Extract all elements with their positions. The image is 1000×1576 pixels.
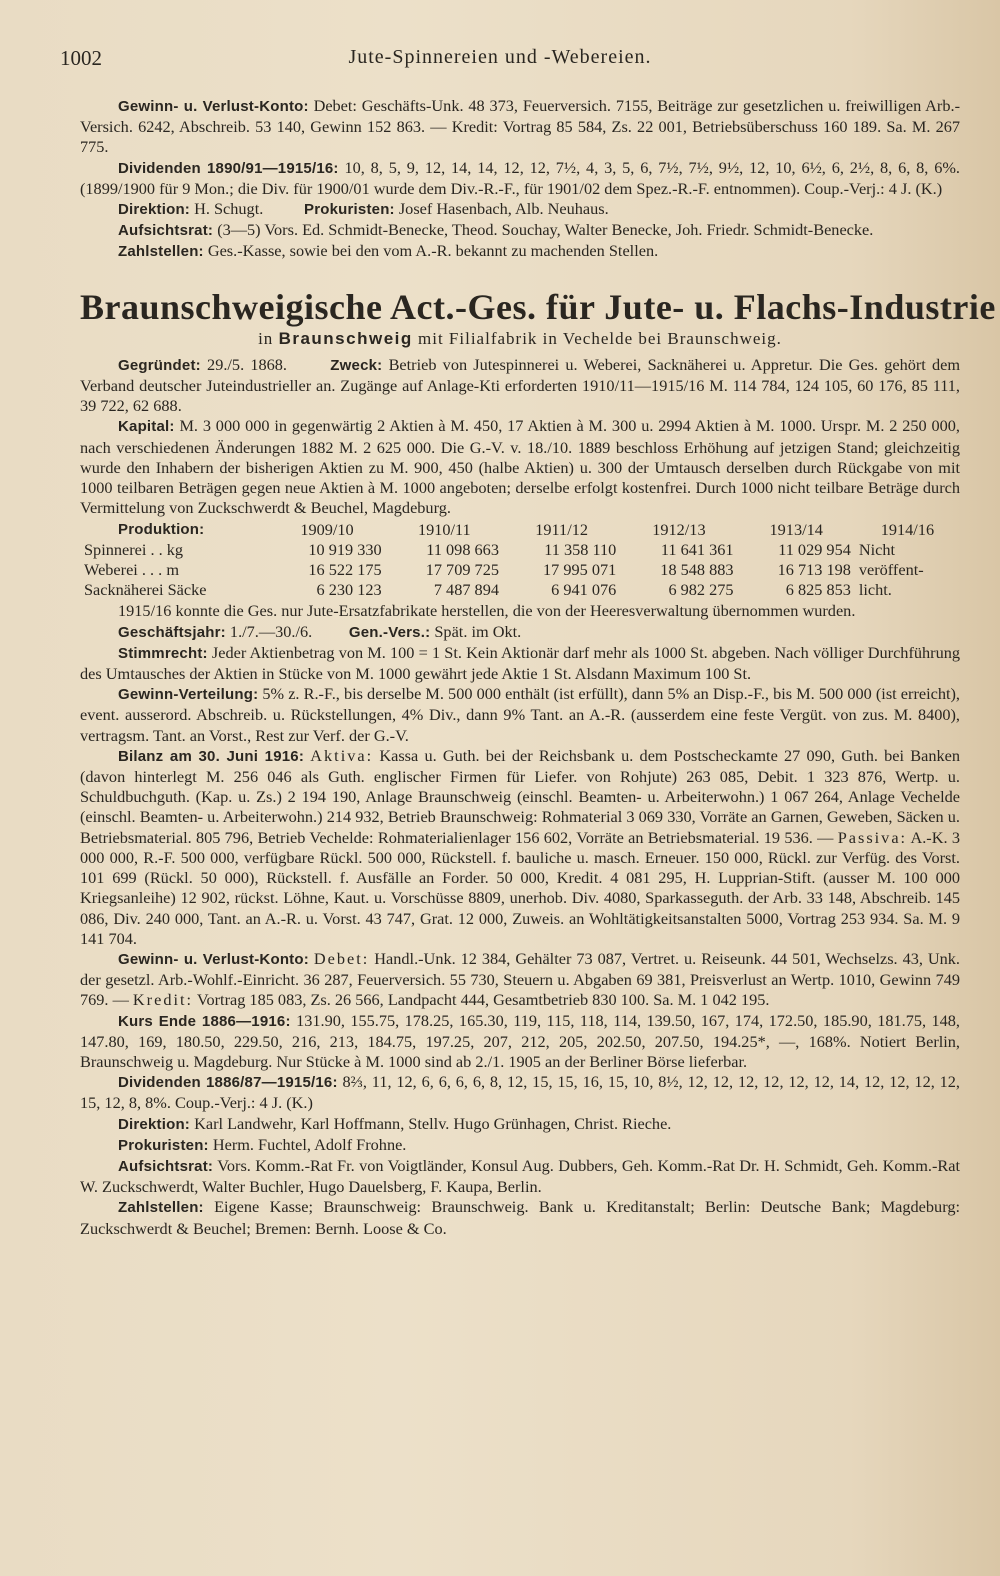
- gegruendet-paragraph: [80, 355, 960, 417]
- table-cell: Nicht: [858, 540, 896, 560]
- gegruendet-text: 29./5. 1868.: [207, 354, 287, 374]
- zweck-text: Betrieb von Jutespinnerei u. Weberei, Sacknäherei u. Appretur. Die Ges. gehört dem Verband deutscher Juteindustrieller an. Zugänge auf Anlage-Kti erforderten 1910/11—1915/16 M. 114 784, 124 105, 60 176, 85 111, 39 722, 62 688.: [80, 354, 961, 416]
- prev-zahlstellen-text: Ges.-Kasse, sowie bei den vom A.-R. bekannt zu machenden Stellen.: [207, 241, 659, 261]
- table-cell: 6 941 076: [551, 580, 617, 600]
- guv-kredit-text: Vortrag 185 083, Zs. 26 566, Landpacht 444, Gesamtbetrieb 830 100. Sa. M. 1 042 195.: [196, 990, 770, 1010]
- kapital-label: Kapital:: [118, 418, 175, 436]
- table-cell: 18 548 883: [660, 560, 734, 580]
- prev-dividends-text: 10, 8, 5, 9, 12, 14, 14, 12, 12, 7½, 4, 3, 5, 6, 7½, 7½, 9½, 12, 10, 6½, 6, 2½, 8, 6, 8, 6%. (1899/1900 für 9 Mon.; die Div. für 1900/01 wurde dem Div.-R.-F., für 1901/02 dem Spez.-R.-F. entnommen). Coup.-Verj.: 4 J. (K.): [80, 157, 960, 198]
- prev-aufsichtsrat-paragraph: [80, 220, 960, 241]
- kurs-paragraph: [80, 1011, 960, 1073]
- zahlstellen-text: Eigene Kasse; Braunschweig: Braunschweig. Bank u. Kreditanstalt; Berlin: Deutsche Bank; Magdeburg: Zuckschwerdt & Beuchel; Bremen: Bernh. Loose & Co.: [80, 1197, 960, 1238]
- prev-direktion-text: H. Schugt.: [194, 199, 264, 219]
- kurs-text: 131.90, 155.75, 178.25, 165.30, 119, 115, 118, 114, 139.50, 167, 174, 172.50, 185.90, 181.75, 148, 147.80, 169, 180.50, 229.50, 216, 213, 184.75, 197.25, 207, 212, 205, 202.50, 207.50, 194.25*, —, 168%. Notiert Berlin, Braunschweig u. Magdeburg. Nur Stücke à M. 1000 sind ab 2./1. 1905 an der Berliner Börse lieferbar.: [80, 1010, 960, 1071]
- table-row: [80, 540, 960, 560]
- row-label: Weberei . . . m: [84, 560, 179, 580]
- table-row: [80, 560, 960, 580]
- produktion-header-row: [80, 519, 960, 540]
- geschaeftsjahr-text: 1./7.—30./6.: [229, 621, 313, 641]
- prev-dividends-paragraph: [80, 158, 960, 199]
- row-label: Spinnerei . . kg: [84, 540, 184, 560]
- kapital-text: M. 3 000 000 in gegenwärtig 2 Aktien à M. 450, 17 Aktien à M. 300 u. 2994 Aktien à M. 1000. Urspr. M. 2 250 000, nach verschiedenen Änderungen 1882 M. 2 625 000. Die G.-V. v. 18./10. 1889 beschloss Erhöhung auf jetzigen Stand; gleichzeitig wurde den Inhabern der bisherigen Aktien zu M. 900, 450 (halbe Aktien) u. 300 der Umtausch derselben durch Rückgabe von mit 1000 teilbaren Beträgen gegen neue Aktien à M. 1000 angeboten; derselbe erfolgt kostenfrei. Durch 1000 nicht teilbare Beträge durch Vermittelung von Zuckschwerdt & Beuchel, Magdeburg.: [80, 416, 960, 518]
- table-cell: 6 230 123: [316, 580, 382, 600]
- gegruendet-label: Gegründet:: [118, 356, 201, 374]
- bilanz-passiva-label: Passiva:: [837, 827, 908, 847]
- dividends-text: 8⅔, 11, 12, 6, 6, 6, 6, 8, 12, 15, 15, 16, 15, 10, 8½, 12, 12, 12, 12, 12, 12, 14, 12, 12, 12, 12, 15, 12, 8, 8%. Coup.-Verj.: 4 J. (K.): [80, 1072, 960, 1113]
- table-cell: veröffent-: [858, 560, 924, 580]
- table-cell: 7 487 894: [433, 580, 499, 600]
- year-header: 1910/11: [417, 519, 471, 539]
- running-head: Jute-Spinnereien und -Webereien.: [348, 46, 652, 68]
- table-cell: 11 358 110: [544, 540, 617, 560]
- prev-zahlstellen-label: Zahlstellen:: [118, 243, 204, 261]
- genvers-label: Gen.-Vers.:: [348, 623, 431, 641]
- stimmrecht-label: Stimmrecht:: [118, 644, 208, 662]
- prev-prokuristen-label: Prokuristen:: [304, 201, 395, 219]
- produktion-note: 1915/16 konnte die Ges. nur Jute-Ersatzfabrikate herstellen, die von der Heeresverwaltung übernommen wurden.: [118, 601, 856, 621]
- guv-paragraph: [80, 949, 960, 1011]
- direktion-paragraph: [80, 1114, 960, 1135]
- dividends-label: Dividenden 1886/87—1915/16:: [118, 1074, 338, 1092]
- kapital-paragraph: [80, 416, 960, 518]
- prev-guv-paragraph: [80, 96, 960, 158]
- company-subtitle: [80, 329, 960, 349]
- produktion-label: Produktion:: [118, 521, 205, 539]
- guv-kredit-label: Kredit:: [132, 990, 194, 1010]
- page-header: [60, 46, 940, 76]
- subtitle-city: Braunschweig: [278, 328, 413, 348]
- geschaeftsjahr-paragraph: [80, 622, 960, 643]
- gewinnverteilung-label: Gewinn-Verteilung:: [118, 686, 259, 704]
- zahlstellen-label: Zahlstellen:: [118, 1199, 204, 1217]
- table-row: [80, 580, 960, 600]
- aufsichtsrat-label: Aufsichtsrat:: [118, 1157, 214, 1175]
- kurs-label: Kurs Ende 1886—1916:: [118, 1012, 291, 1030]
- prev-guv-label: Gewinn- u. Verlust-Konto:: [118, 98, 309, 115]
- year-header: 1913/14: [769, 519, 823, 539]
- direktion-label: Direktion:: [118, 1115, 191, 1133]
- zahlstellen-paragraph: [80, 1197, 960, 1238]
- table-cell: 11 641 361: [660, 540, 734, 560]
- bilanz-label: Bilanz am 30. Juni 1916:: [118, 747, 305, 765]
- prev-zahlstellen-paragraph: [80, 241, 960, 262]
- gewinnverteilung-paragraph: [80, 684, 960, 746]
- table-cell: 17 709 725: [425, 560, 499, 580]
- geschaeftsjahr-label: Geschäftsjahr:: [118, 623, 226, 641]
- genvers-text: Spät. im Okt.: [434, 621, 522, 641]
- aufsichtsrat-paragraph: [80, 1156, 960, 1197]
- page-number: 1002: [60, 46, 102, 70]
- year-header: 1911/12: [535, 519, 588, 539]
- stimmrecht-paragraph: [80, 643, 960, 684]
- prokuristen-label: Prokuristen:: [118, 1136, 209, 1154]
- dividends-paragraph: [80, 1072, 960, 1113]
- table-cell: 10 919 330: [308, 540, 382, 560]
- prev-prokuristen-text: Josef Hasenbach, Alb. Neuhaus.: [398, 199, 609, 219]
- row-label: Sacknäherei Säcke: [84, 580, 207, 600]
- subtitle-prefix: in: [258, 328, 274, 348]
- table-cell: 16 522 175: [308, 560, 382, 580]
- stimmrecht-text: Jeder Aktienbetrag von M. 100 = 1 St. Kein Aktionär darf mehr als 1000 St. abgeben. Nach völliger Durchführung des Umtausches der Aktien in Stücke von M. 1000 gewährt jede Aktie 1 St. Alsdann Maximum 100 St.: [80, 642, 960, 684]
- table-cell: 11 098 663: [426, 540, 499, 560]
- prev-aufsichtsrat-text: (3—5) Vors. Ed. Schmidt-Benecke, Theod. Souchay, Walter Benecke, Joh. Friedr. Schmidt-Benecke.: [217, 220, 874, 240]
- table-cell: 6 825 853: [785, 580, 851, 600]
- table-cell: 16 713 198: [777, 560, 851, 580]
- bilanz-paragraph: [80, 746, 960, 949]
- bilanz-aktiva-label: Aktiva:: [310, 745, 374, 765]
- page-body: [80, 96, 996, 1239]
- produktion-section: [80, 519, 960, 600]
- table-cell: licht.: [858, 580, 892, 600]
- produktion-table: [80, 519, 960, 600]
- year-header: 1909/10: [300, 519, 354, 539]
- bilanz-passiva-text: A.-K. 3 000 000, R.-F. 500 000, verfügbare Rückl. 500 000, Rückstell. f. bauliche u. masch. Erneuer. 150 000, Rückl. zur Verfüg. des Vorst. 101 699 (Rückl. 50 000), Rückstell. f. Ausfälle an Forder. 50 000, Kredit. 4 081 295, H. Lupprian-Stift. (ausser M. 100 000 Kriegsanleihe) 12 902, rückst. Löhne, Kaut. u. Vorschüsse 8809, unerhob. Div. 4080, Sparkasseguth. der Arb. 33 148, Abschreib. 145 086, Div. 240 000, Tant. an A.-R. u. Vorst. 43 747, Grat. 12 000, Zuweis. an Wohltätigkeitsanstalten 5000, Vortrag 253 934. Sa. M. 9 141 704.: [80, 827, 960, 948]
- gewinnverteilung-text: 5% z. R.-F., bis derselbe M. 500 000 enthält (ist erfüllt), dann 5% an Disp.-F., bis M. 500 000 (ist erreicht), event. ausserord. Abschreib. u. Rückstellungen, 4% Div., dann 9% Tant. an A.-R. (ausserdem eine feste Vergüt. von zus. M. 8400), vertragsm. Tant. an Vorst., Rest zur Verf. der G.-V.: [80, 684, 960, 745]
- table-cell: 11 029 954: [778, 540, 851, 560]
- prev-aufsichtsrat-label: Aufsichtsrat:: [118, 222, 214, 240]
- prev-direktion-paragraph: [80, 199, 960, 220]
- guv-label: Gewinn- u. Verlust-Konto:: [118, 950, 309, 968]
- prokuristen-text: Herm. Fuchtel, Adolf Frohne.: [212, 1134, 407, 1154]
- prokuristen-paragraph: [80, 1135, 960, 1156]
- guv-debet-text: Handl.-Unk. 12 384, Gehälter 73 087, Vertret. u. Reiseunk. 44 501, Wechselzs. 43, Unk. der gesetzl. Arb.-Wohlf.-Einricht. 36 287, Feuerversich. 55 730, Steuern u. Abgaben 69 381, Preisverlust an Wertp. 1010, Gewinn 749 769. —: [80, 948, 960, 1010]
- prev-guv-text: Debet: Geschäfts-Unk. 48 373, Feuerversich. 7155, Beiträge zur gesetzlichen u. freiwilligen Arb.-Versich. 6242, Abschreib. 53 140, Gewinn 152 863. — Kredit: Vortrag 85 584, Zs. 22 001, Betriebsüberschuss 160 189. Sa. M. 267 775.: [80, 96, 960, 157]
- prev-direktion-label: Direktion:: [118, 201, 191, 219]
- subtitle-rest: mit Filialfabrik in Vechelde bei Braunschweig.: [418, 328, 782, 348]
- table-cell: 6 982 275: [668, 580, 734, 600]
- bilanz-aktiva-text: Kassa u. Guth. bei der Reichsbank u. dem Postscheckamte 27 090, Guth. bei Banken (davon hinterlegt M. 256 046 als Guth. englischer Firmen für Liefer. von Rohjute) 263 085, Debit. 1 323 876, Wertp. u. Schuldbuchguth. (Kap. u. Zs.) 2 194 190, Anlage Braunschweig (einschl. Beamten- u. Arbeiterwohn.) 1 067 264, Anlage Vechelde (einschl. Beamten- u. Arbeiterwohn.) 214 932, Betrieb Braunschweig: Rohmaterial 3 069 330, Vorräte an Garnen, Geweben, Säcken u. Betriebsmaterial. 805 796, Betrieb Vechelde: Rohmaterialienlager 156 602, Vorräte an Betriebsmaterial. 19 536. —: [80, 745, 960, 847]
- guv-debet-label: Debet:: [313, 948, 370, 968]
- zweck-label: Zweck:: [330, 356, 383, 374]
- company-title: Braunschweigische Act.-Ges. für Jute- u. Flachs-Industrie: [80, 286, 996, 327]
- aufsichtsrat-text: Vors. Komm.-Rat Fr. von Voigtländer, Konsul Aug. Dubbers, Geh. Komm.-Rat Dr. H. Schmidt, Geh. Komm.-Rat W. Zuckschwerdt, Walter Buchler, Hugo Dauelsberg, F. Kaupa, Berlin.: [80, 1155, 960, 1197]
- year-header: 1912/13: [652, 519, 706, 539]
- table-cell: 17 995 071: [543, 560, 617, 580]
- direktion-text: Karl Landwehr, Karl Hoffmann, Stellv. Hugo Grünhagen, Christ. Rieche.: [194, 1113, 672, 1133]
- year-header: 1914/16: [880, 519, 935, 539]
- prev-dividends-label: Dividenden 1890/91—1915/16:: [118, 159, 339, 177]
